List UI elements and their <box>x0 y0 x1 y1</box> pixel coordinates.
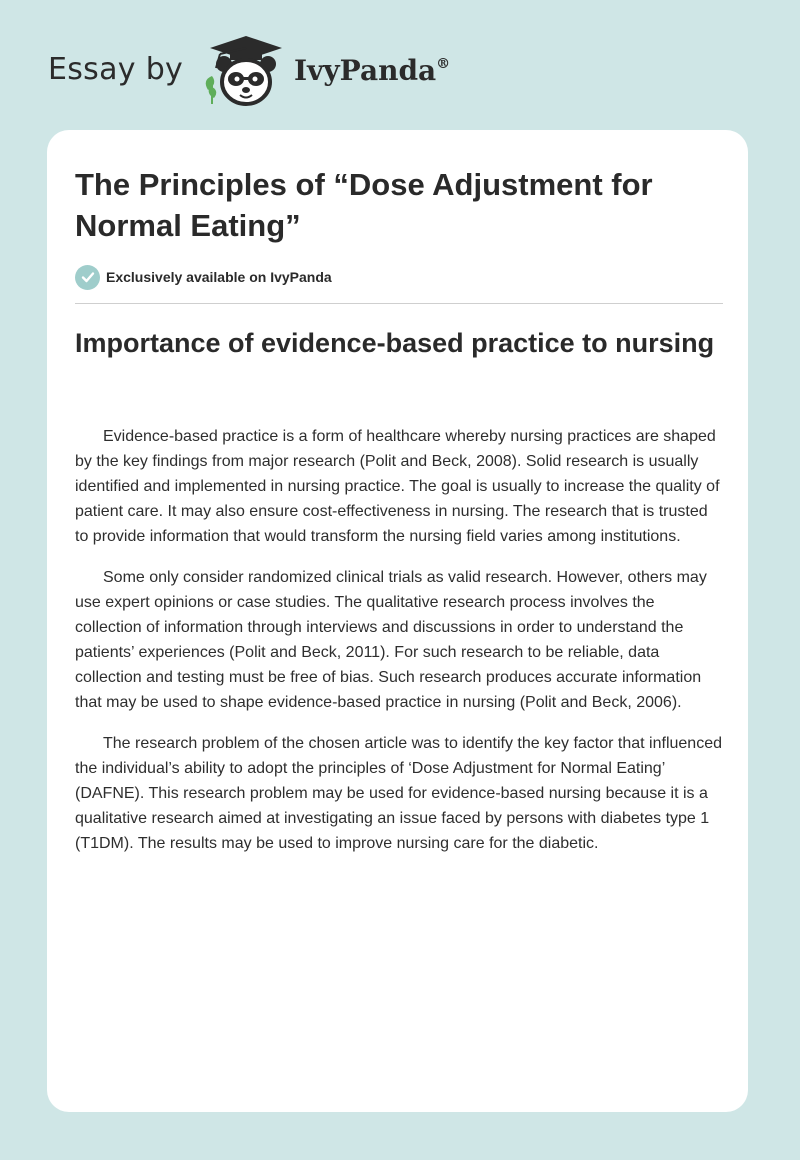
page-title: The Principles of “Dose Adjustment for Normal Eating” <box>75 167 653 243</box>
registered-mark: ® <box>436 56 451 72</box>
check-icon <box>75 265 100 290</box>
brand-name-text: IvyPanda <box>294 54 437 87</box>
brand-prefix: Essay by <box>48 52 184 87</box>
paragraph: Evidence-based practice is a form of healthcare whereby nursing practices are shaped by the key findings from major research (Polit and Beck, 2008). Solid research is usually identified and implemented in nursing practice. The goal is usually to increase the quality of patient care. It may also ensure cost-effectiveness in nursing. The research that is trusted to provide information that would transform the nursing field varies among institutions. <box>75 428 720 545</box>
site-header <box>0 0 800 130</box>
paragraph: The research problem of the chosen article was to identify the key factor that influenced the individual’s ability to adopt the principles of ‘Dose Adjustment for Normal Eating’ (DAFNE). This research problem may be used for evidence-based nursing because it is a qualitative research aimed at investigating an issue faced by persons with diabetes type 1 (T1DM). The results may be used to improve nursing care for the diabetic. <box>75 735 722 852</box>
badge-text: Exclusively available on IvyPanda <box>106 269 332 285</box>
paragraph: Some only consider randomized clinical trials as valid research. However, others may use expert opinions or case studies. The qualitative research process involves the collection of information through interviews and discussions in order to understand the patients’ experiences (Polit and Beck, 2011). For such research to be reliable, data collection and testing must be free of bias. Such research produces accurate information that may be used to shape evidence-based practice in nursing (Polit and Beck, 2006). <box>75 569 707 711</box>
exclusive-badge <box>75 264 332 290</box>
essay-card <box>47 130 748 1112</box>
essay-body <box>75 424 723 872</box>
divider <box>75 303 723 304</box>
panda-graduate-icon[interactable] <box>200 34 292 108</box>
brand-name[interactable] <box>294 54 450 87</box>
section-heading: Importance of evidence-based practice to nursing <box>75 328 715 358</box>
